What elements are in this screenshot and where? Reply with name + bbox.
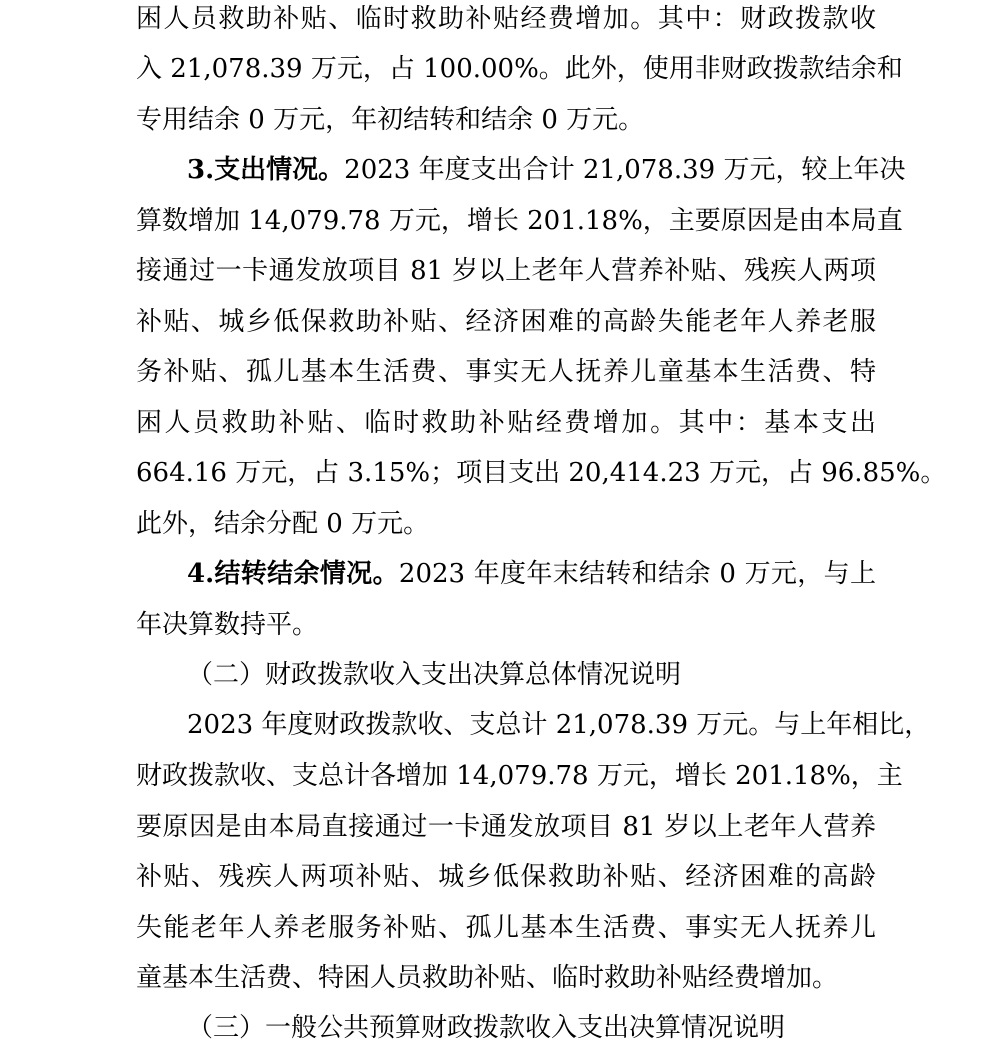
paragraph-first-line: 2023 年度财政拨款收、支总计 21,078.39 万元。与上年相比，: [187, 710, 931, 740]
text-line: 补贴、残疾人两项补贴、城乡低保救助补贴、经济困难的高龄: [136, 862, 876, 892]
text-line: 困人员救助补贴、临时救助补贴经费增加。其中：基本支出: [136, 408, 876, 438]
text-line: 年决算数持平。: [136, 610, 319, 640]
text-span: 2023 年度支出合计 21,078.39 万元，较上年决: [344, 155, 906, 185]
text-line: 接通过一卡通发放项目 81 岁以上老年人营养补贴、残疾人两项: [136, 256, 876, 286]
text-line: 失能老年人养老服务补贴、孤儿基本生活费、事实无人抚养儿: [136, 913, 876, 943]
section-heading-carryover: 4.结转结余情况。: [187, 559, 399, 589]
text-line: 困人员救助补贴、临时救助补贴经费增加。其中：财政拨款收: [136, 4, 876, 34]
text-line: 补贴、城乡低保救助补贴、经济困难的高龄失能老年人养老服: [136, 307, 876, 337]
text-span: 2023 年度年末结转和结余 0 万元，与上: [398, 559, 876, 589]
section-title-2: （二）财政拨款收入支出决算总体情况说明: [187, 660, 682, 690]
text-line: 专用结余 0 万元，年初结转和结余 0 万元。: [136, 105, 645, 135]
text-line: 入 21,078.39 万元，占 100.00%。此外，使用非财政拨款结余和: [136, 54, 903, 84]
paragraph-first-line: [187, 559, 876, 589]
text-line: 财政拨款收、支总计各增加 14,079.78 万元，增长 201.18%，主: [136, 761, 903, 791]
text-line: 算数增加 14,079.78 万元，增长 201.18%，主要原因是由本局直: [136, 206, 903, 236]
text-line: 童基本生活费、特困人员救助补贴、临时救助补贴经费增加。: [136, 963, 839, 993]
text-line: 此外，结余分配 0 万元。: [136, 509, 430, 539]
section-heading-expenditure: 3.支出情况。: [187, 155, 345, 185]
text-line: 要原因是由本局直接通过一卡通发放项目 81 岁以上老年人营养: [136, 812, 876, 842]
text-line: 664.16 万元，占 3.15%；项目支出 20,414.23 万元，占 96.85%。: [136, 458, 947, 488]
text-line: 务补贴、孤儿基本生活费、事实无人抚养儿童基本生活费、特: [136, 357, 876, 387]
section-title-3: （三）一般公共预算财政拨款收入支出决算情况说明: [187, 1013, 786, 1043]
paragraph-first-line: [187, 155, 906, 185]
